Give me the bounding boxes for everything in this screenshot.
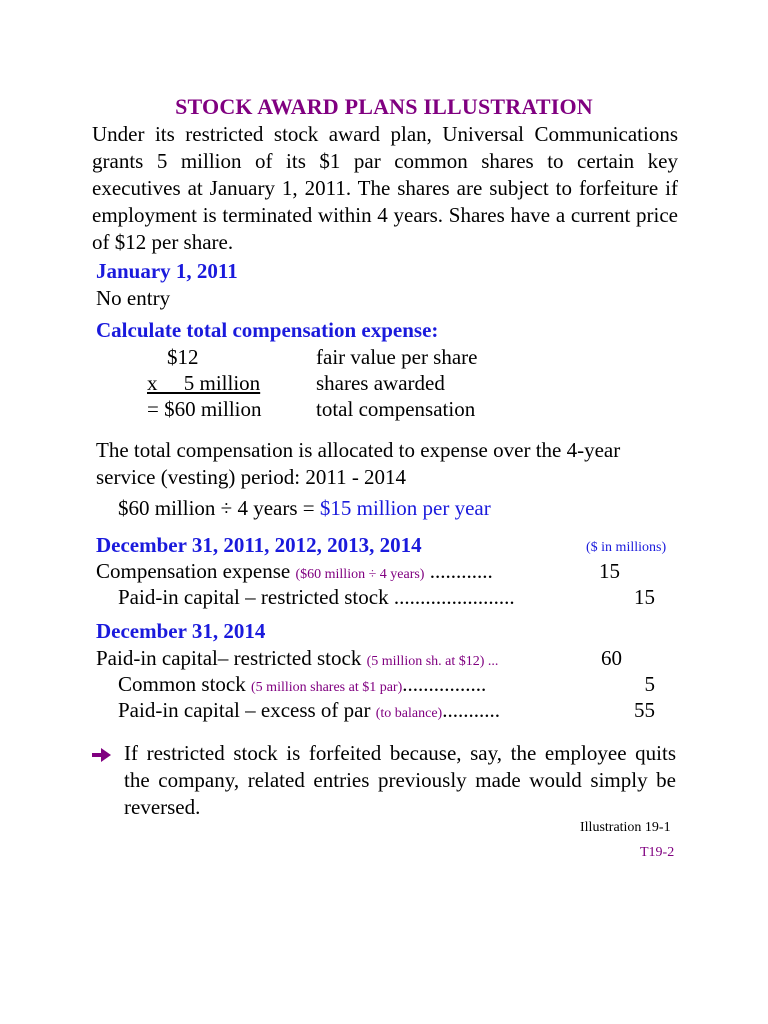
entry2-line3-label: Paid-in capital – excess of par [118, 698, 376, 722]
entry2-line1 [96, 646, 498, 671]
entry2-line3-amount: 55 [634, 698, 655, 722]
entry2-line3-note: (to balance) [375, 706, 443, 721]
entry2-line2-label: Common stock [118, 672, 252, 696]
entry1-debit-amount: 15 [599, 559, 620, 583]
calc-desc-1: fair value per share [316, 345, 478, 369]
calc-heading: Calculate total compensation expense: [96, 318, 439, 342]
bullet-text: If restricted stock is forfeited because, say, the employee quits the company, related entries previously made would simply be reversed. [124, 741, 676, 819]
intro-paragraph: Under its restricted stock award plan, Universal Communications grants 5 million of its $1 par common shares to certain key executives at January 1, 2011. The shares are subject to forfeiture if employment is terminated within 4 years. Shares have a current price of $12 per share. [92, 122, 678, 254]
allocation-formula [118, 496, 491, 521]
entry1-debit-line [96, 559, 493, 584]
calc-desc-2: shares awarded [316, 371, 445, 395]
calc-desc-3: total compensation [316, 397, 476, 421]
entry2-heading: December 31, 2014 [96, 619, 266, 643]
formula-prefix: $60 million ÷ 4 years = [118, 496, 320, 520]
entry2-line3 [118, 698, 500, 723]
calc-amount-3: = $60 million [147, 397, 262, 421]
entry2-line1-note: (5 million sh. at $12) ... [366, 654, 499, 669]
section-heading-jan-2011: January 1, 2011 [96, 259, 238, 283]
entry2-line2-dots: ................ [402, 672, 487, 696]
entry2-line2-note: (5 million shares at $1 par) [251, 680, 403, 695]
no-entry-text: No entry [96, 286, 171, 310]
page-title: STOCK AWARD PLANS ILLUSTRATION [175, 94, 593, 119]
entry1-debit-note: ($60 million ÷ 4 years) [295, 567, 425, 582]
entry2-line2 [118, 672, 486, 697]
entry2-line3-dots: ........... [442, 698, 500, 722]
illustration-label: Illustration 19-1 [580, 820, 671, 835]
entry1-credit-label: Paid-in capital – restricted stock [118, 585, 389, 609]
formula-result: $15 million per year [319, 496, 491, 520]
arrow-right-icon [92, 748, 112, 762]
units-note: ($ in millions) [586, 540, 667, 555]
entry1-credit-amount: 15 [634, 585, 655, 609]
entry1-credit-dots: ....................... [388, 585, 515, 609]
entry1-heading: December 31, 2011, 2012, 2013, 2014 [96, 533, 422, 557]
allocation-text: The total compensation is allocated to expense over the 4-year service (vesting) period: 2011 - 2014 [96, 438, 621, 489]
calc-amount-1: $12 [167, 345, 199, 369]
entry1-debit-dots: ............ [424, 559, 493, 583]
entry2-line1-amount: 60 [601, 646, 622, 670]
entry1-credit-line [118, 585, 515, 610]
calc-amount-2: x 5 million [147, 371, 261, 395]
entry2-line2-amount: 5 [644, 672, 655, 696]
entry2-line1-label: Paid-in capital– restricted stock [96, 646, 367, 670]
entry1-debit-label: Compensation expense [96, 559, 296, 583]
page-code: T19-2 [640, 845, 675, 860]
